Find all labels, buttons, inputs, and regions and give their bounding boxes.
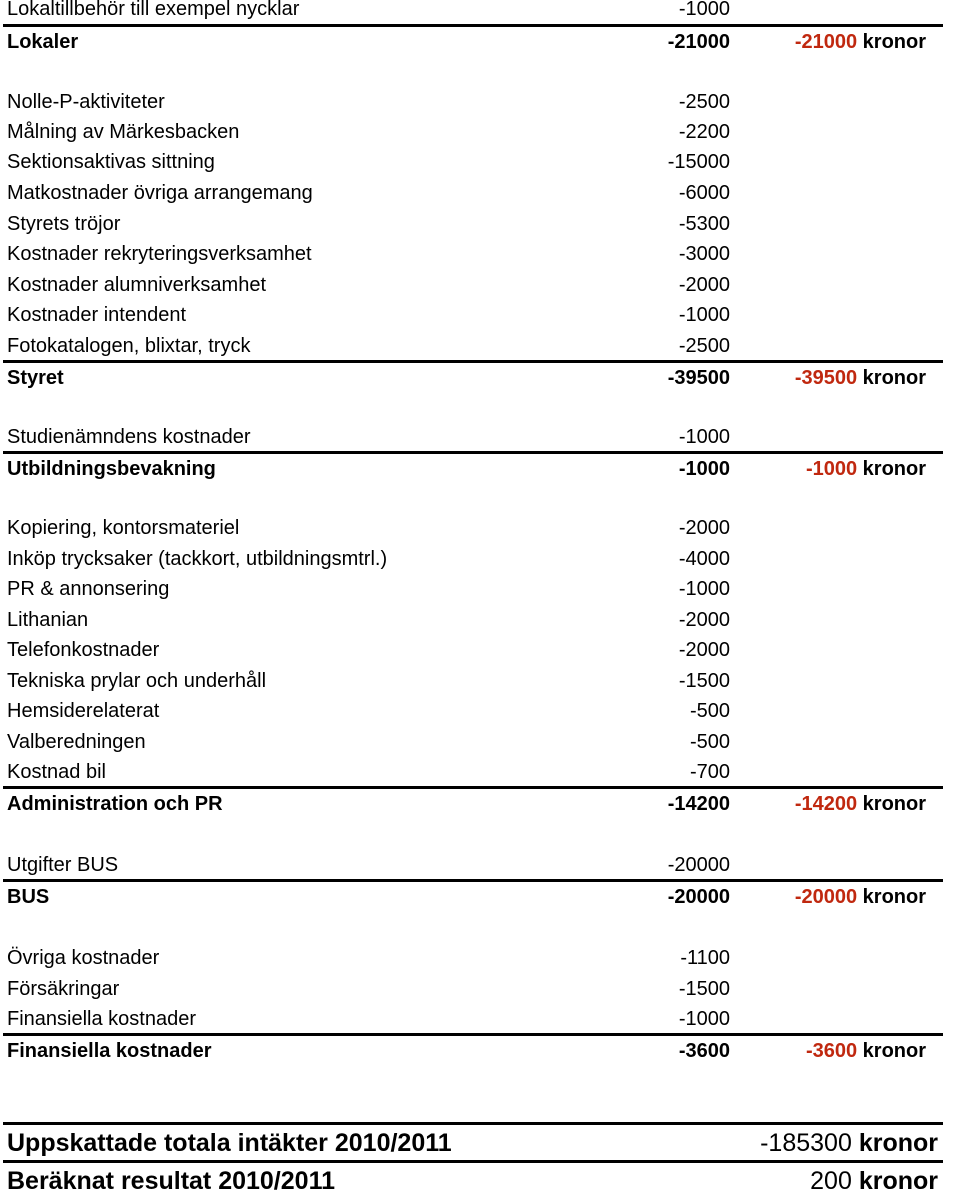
line-label: Lithanian — [7, 609, 89, 631]
summary-amount: -39500 — [794, 367, 858, 389]
line-label: Styrets tröjor — [7, 213, 121, 235]
total-amount: -21000 — [667, 31, 730, 53]
line-amount: -1000 — [678, 1008, 730, 1030]
total-amount: -14200 — [667, 793, 730, 815]
budget-line — [0, 331, 960, 361]
budget-line — [0, 850, 960, 880]
line-label: PR & annonsering — [7, 578, 170, 600]
budget-line — [0, 605, 960, 635]
summary-amount: -14200 — [794, 793, 858, 815]
line-label: Fotokatalogen, blixtar, tryck — [7, 335, 251, 357]
line-amount: -2500 — [678, 335, 730, 357]
line-label: Övriga kostnader — [7, 947, 160, 969]
line-amount: -1100 — [680, 947, 730, 969]
total-summary — [795, 882, 926, 912]
budget-line — [0, 0, 960, 24]
line-amount: -500 — [689, 731, 730, 753]
line-label: Kostnader intendent — [7, 304, 187, 326]
line-label: Matkostnader övriga arrangemang — [7, 182, 313, 204]
line-label: Sektionsaktivas sittning — [7, 151, 215, 173]
section-total-finans — [0, 1036, 960, 1066]
budget-line — [0, 300, 960, 330]
budget-line — [0, 178, 960, 208]
summary-amount: -21000 — [794, 31, 858, 53]
total-label: Administration och PR — [7, 793, 223, 815]
total-label: Lokaler — [7, 31, 79, 53]
budget-line — [0, 727, 960, 757]
total-label: BUS — [7, 886, 50, 908]
line-amount: -1000 — [678, 0, 730, 20]
summary-unit: kronor — [862, 367, 926, 389]
budget-line — [0, 974, 960, 1004]
summary-amount: -1000 — [805, 458, 858, 480]
total-label: Finansiella kostnader — [7, 1040, 212, 1062]
income-amount: -185300 — [760, 1129, 852, 1157]
result-amount: 200 — [810, 1167, 852, 1195]
line-amount: -4000 — [678, 548, 730, 570]
total-summary — [806, 454, 926, 484]
total-summary — [795, 363, 926, 393]
section-total-styret — [0, 363, 960, 393]
line-amount: -15000 — [667, 151, 730, 173]
total-summary — [795, 789, 926, 819]
estimated-income-row — [0, 1125, 960, 1161]
line-label: Målning av Märkesbacken — [7, 121, 240, 143]
line-amount: -6000 — [678, 182, 730, 204]
budget-line — [0, 117, 960, 147]
total-amount: -3600 — [678, 1040, 730, 1062]
calculated-result-row — [0, 1163, 960, 1199]
line-label: Utgifter BUS — [7, 854, 119, 876]
line-amount: -1000 — [678, 304, 730, 326]
line-amount: -3000 — [678, 243, 730, 265]
budget-line — [0, 1004, 960, 1034]
budget-line — [0, 757, 960, 787]
line-amount: -1000 — [678, 578, 730, 600]
result-label: Beräknat resultat 2010/2011 — [7, 1167, 335, 1195]
total-amount: -1000 — [678, 458, 730, 480]
line-amount: -2000 — [678, 609, 730, 631]
summary-unit: kronor — [862, 886, 926, 908]
section-total-admin — [0, 789, 960, 819]
line-amount: -20000 — [667, 854, 730, 876]
line-amount: -5300 — [678, 213, 730, 235]
line-label: Finansiella kostnader — [7, 1008, 196, 1030]
income-label: Uppskattade totala intäkter 2010/2011 — [7, 1129, 452, 1157]
budget-line — [0, 544, 960, 574]
line-amount: -1500 — [678, 670, 730, 692]
line-amount: -2200 — [678, 121, 730, 143]
summary-amount: -3600 — [805, 1040, 858, 1062]
budget-line — [0, 635, 960, 665]
section-total-utbildning — [0, 454, 960, 484]
line-label: Inköp trycksaker (tackkort, utbildningsmtrl.) — [7, 548, 388, 570]
line-label: Försäkringar — [7, 978, 120, 1000]
line-label: Tekniska prylar och underhåll — [7, 670, 267, 692]
line-amount: -500 — [689, 700, 730, 722]
budget-line — [0, 239, 960, 269]
line-label: Kostnader alumniverksamhet — [7, 274, 267, 296]
summary-amount: -20000 — [794, 886, 858, 908]
line-amount: -1500 — [678, 978, 730, 1000]
budget-line — [0, 147, 960, 177]
line-label: Hemsiderelaterat — [7, 700, 160, 722]
line-label: Kopiering, kontorsmateriel — [7, 517, 240, 539]
total-amount: -20000 — [667, 886, 730, 908]
line-amount: -2500 — [678, 91, 730, 113]
summary-unit: kronor — [862, 31, 926, 53]
summary-unit: kronor — [862, 458, 926, 480]
total-summary — [806, 1036, 926, 1066]
line-label: Kostnader rekryteringsverksamhet — [7, 243, 312, 265]
budget-line — [0, 513, 960, 543]
budget-line — [0, 422, 960, 452]
line-label: Telefonkostnader — [7, 639, 160, 661]
line-amount: -700 — [689, 761, 730, 783]
line-amount: -1000 — [678, 426, 730, 448]
line-label: Valberedningen — [7, 731, 146, 753]
line-amount: -2000 — [678, 639, 730, 661]
income-unit: kronor — [858, 1129, 938, 1157]
result-unit: kronor — [858, 1167, 938, 1195]
budget-line — [0, 87, 960, 117]
budget-line — [0, 574, 960, 604]
summary-unit: kronor — [862, 1040, 926, 1062]
budget-line — [0, 270, 960, 300]
budget-line — [0, 696, 960, 726]
total-amount: -39500 — [667, 367, 730, 389]
result-value — [810, 1163, 938, 1199]
line-label: Nolle-P-aktiviteter — [7, 91, 165, 113]
income-value — [760, 1125, 938, 1161]
total-summary — [795, 27, 926, 57]
budget-line — [0, 209, 960, 239]
total-label: Styret — [7, 367, 64, 389]
section-total-bus — [0, 882, 960, 912]
total-label: Utbildningsbevakning — [7, 458, 216, 480]
line-amount: -2000 — [678, 517, 730, 539]
summary-unit: kronor — [862, 793, 926, 815]
line-label: Kostnad bil — [7, 761, 106, 783]
line-label: Lokaltillbehör till exempel nycklar — [7, 0, 300, 20]
budget-line — [0, 666, 960, 696]
line-amount: -2000 — [678, 274, 730, 296]
budget-line — [0, 943, 960, 973]
section-total-lokaler — [0, 27, 960, 57]
line-label: Studienämndens kostnader — [7, 426, 251, 448]
